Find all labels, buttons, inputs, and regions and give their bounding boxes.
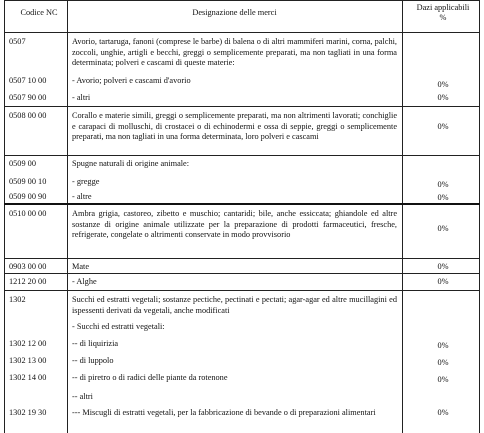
row-code: 1212 20 00 (9, 277, 47, 286)
row-duty: 0% (437, 358, 449, 367)
row-description: Succhi ed estratti vegetali; sostanze pectiche, pectinati e pectati; agar-agar ed altre mucillagini ed ispessenti derivati da vegetali, anche modificati (72, 295, 397, 315)
row-description: - gregge (72, 177, 100, 186)
row-divider (4, 290, 480, 291)
table-border-left (4, 0, 5, 433)
row-code: 1302 12 00 (9, 339, 47, 348)
row-code: 0510 00 00 (9, 209, 47, 218)
row-description: Corallo e materie simili, greggi o semplicemente preparati, ma non altrimenti lavorati; conchiglie e carapaci di molluschi, di crostacei o di echinodermi e ossa di seppie, greggi o semplicemente preparati, ma non tagliati in una forma determinata, loro polveri e cascami (72, 111, 397, 142)
row-code: 0509 00 (9, 159, 36, 168)
table-border-right (479, 0, 480, 433)
header-duty-unit: % (439, 13, 447, 22)
row-description: - Succhi ed estratti vegetali: (72, 322, 165, 331)
row-description: Ambra grigia, castoreo, zibetto e muschio; cantaridi; bile, anche essiccata; ghiandole ed altre sostanze di origine animale utilizzate per la preparazione di prodotti farmaceutici, fresche, refrigerate, congelate o altrimenti conservate in modo provvisorio (72, 209, 397, 240)
row-duty: 0% (437, 122, 449, 131)
row-description: - altre (72, 192, 92, 201)
row-code: 0507 10 00 (9, 76, 47, 85)
row-divider (4, 106, 480, 107)
header-description: Designazione delle merci (192, 8, 277, 17)
row-code: 1302 13 00 (9, 356, 47, 365)
row-code: 0507 (9, 37, 26, 46)
header-code: Codice NC (20, 8, 58, 17)
row-duty: 0% (437, 277, 449, 286)
row-description: -- di luppolo (72, 356, 114, 365)
row-description: -- di liquirizia (72, 339, 119, 348)
row-description: -- altri (72, 392, 93, 401)
row-description: --- Miscugli di estratti vegetali, per la fabbricazione di bevande o di preparazioni alimentari (72, 408, 376, 417)
row-duty: 0% (437, 408, 449, 417)
row-duty: 0% (437, 193, 449, 202)
row-description: - Avorio; polveri e cascami d'avorio (72, 76, 191, 85)
row-code: 1302 (9, 295, 26, 304)
row-code: 0507 90 00 (9, 93, 47, 102)
row-code: 0508 00 00 (9, 111, 47, 120)
table-border-top (4, 0, 480, 1)
header-divider (4, 32, 480, 33)
row-description: - Alghe (72, 277, 97, 286)
row-description: - altri (72, 93, 91, 102)
row-code: 0509 00 90 (9, 192, 47, 201)
row-description: Mate (72, 262, 90, 271)
row-code: 0509 00 10 (9, 177, 47, 186)
row-divider (4, 258, 480, 259)
row-description: Avorio, tartaruga, fanoni (comprese le barbe) di balena o di altri mammiferi marini, corna, palchi, zoccoli, unghie, artigli e becchi, greggi o semplicemente preparati, ma non tagliati in una forma determinata; polveri e cascami di queste materie: (72, 37, 397, 68)
row-code: 1302 19 30 (9, 408, 47, 417)
row-duty: 0% (437, 80, 449, 89)
tariff-table (4, 0, 480, 433)
row-duty: 0% (437, 180, 449, 189)
row-divider (4, 273, 480, 274)
column-divider-duty (402, 0, 403, 433)
row-description: Spugne naturali di origine animale: (72, 159, 190, 168)
row-description: -- di piretro o di radici delle piante da rotenone (72, 373, 228, 382)
row-duty: 0% (437, 93, 449, 102)
row-divider (4, 155, 480, 156)
row-duty: 0% (437, 224, 449, 233)
row-duty: 0% (437, 262, 449, 271)
row-code: 0903 00 00 (9, 262, 47, 271)
row-duty: 0% (437, 375, 449, 384)
row-code: 1302 14 00 (9, 373, 47, 382)
row-duty: 0% (437, 341, 449, 350)
header-duty: Dazi applicabili (416, 3, 470, 12)
